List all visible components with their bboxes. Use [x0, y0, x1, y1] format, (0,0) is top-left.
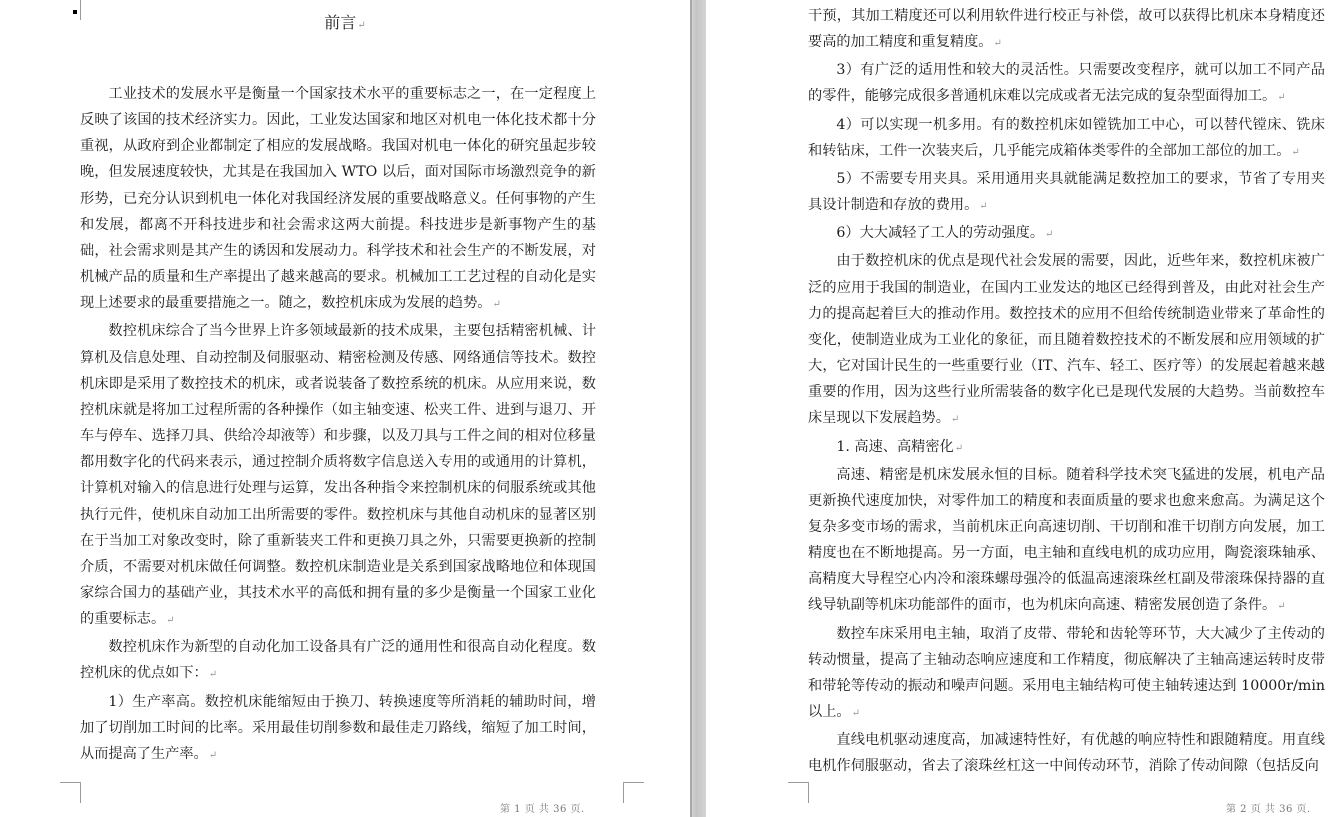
paragraph: 数控机床作为新型的自动化加工设备具有广泛的通用性和很高自动化程度。数控机床的优点如下：↵: [80, 639, 596, 682]
paragraph: 直线电机驱动速度高，加减速特性好，有优越的响应特性和跟随精度。用直线电机作伺服驱动，省去了滚珠丝杠这一中间传动环节，消除了传动间隙（包括反向: [808, 732, 1325, 775]
paragraph: 数控车床采用电主轴，取消了皮带、带轮和齿轮等环节，大大减少了主传动的转动惯量，提高了主轴动态响应速度和工作精度，彻底解决了主轴高速运转时皮带和带轮等传动的振动和噪声问题。采用电主轴结构可使主轴转速达到 10000r/min 以上。↵: [808, 625, 1325, 721]
paragraph: 5）不需要专用夹具。采用通用夹具就能满足数控加工的要求，节省了专用夹具设计制造和存放的费用。↵: [808, 170, 1325, 214]
paragraph: 数控机床综合了当今世界上许多领域最新的技术成果，主要包括精密机械、计算机及信息处理、自动控制及伺服驱动、精密检测及传感、网络通信等技术。数控机床即是采用了数控技术的机床，或者说装备了数控系统的机床。从应用来说，数控机床就是将加工过程所需的各种操作（如主轴变速、松夹工件、进到与退刀、开车与停车、选择刀具、供给冷却液等）和步骤，以及刀具与工件之间的相对位移量都用数字化的代码来表示，通过控制介质将数字信息送入专用的或通用的计算机，计算机对输入的信息进行处理与运算，发出各种指令来控制机床的伺服系统或其他执行元件，使机床自动加工出所需要的零件。数控机床与其他自动机床的显著区别在于当加工对象改变时，除了重新装夹工件和更换刀具之外，只需要更换新的控制介质，不需要对机床做任何调整。数控机床制造业是关系到国家战略地位和体现国家综合国力的基础产业，其技术水平的高低和拥有量的多少是衡量一个国家工业化的重要标志。↵: [80, 323, 596, 628]
section-heading: 1. 高速、高精密化↵: [836, 438, 964, 455]
crop-mark-bottom-left: [788, 782, 809, 803]
paragraph: 3）有广泛的适用性和较大的灵活性。只需要改变程序，就可以加工不同产品的零件，能够完成很多普通机床难以完成或者无法完成的复杂型面得加工。↵: [808, 62, 1325, 105]
page-footer: 第 1 页 共 36 页.: [500, 804, 585, 815]
paragraph: 6）大大减轻了工人的劳动强度。↵: [836, 225, 1054, 242]
page-gutter-edge: [690, 0, 692, 817]
document-page-2: [706, 0, 1338, 817]
crop-mark-bottom-left: [60, 782, 81, 803]
paragraph: 高速、精密是机床发展永恒的目标。随着科学技术突飞猛进的发展，机电产品更新换代速度加快，对零件加工的精度和表面质量的要求也愈来愈高。为满足这个复杂多变市场的需求，当前机床正向高速切削、干切削和准干切削方向发展，加工精度也在不断地提高。另一方面，电主轴和直线电机的成功应用，陶瓷滚珠轴承、高精度大导程空心内冷和滚珠螺母强冷的低温高速滚珠丝杠副及带滚珠保持器的直线导轨副等机床功能部件的面市，也为机床向高速、精密发展创造了条件。↵: [808, 466, 1325, 614]
page-2-body[interactable]: [808, 3, 1325, 780]
page-footer: 第 2 页 共 36 页.: [1226, 804, 1311, 815]
paragraph: 4）可以实现一机多用。有的数控机床如镗铣加工中心，可以替代镗床、铣床和转钻床，工件一次装夹后，几乎能完成箱体类零件的全部加工部位的加工。↵: [808, 116, 1325, 159]
paragraph: 工业技术的发展水平是衡量一个国家技术水平的重要标志之一，在一定程度上反映了该国的技术经济实力。因此，工业发达国家和地区对机电一体化技术都十分重视，从政府到企业都制定了相应的发展战略。我国对机电一体化的研究虽起步较晚，但发展速度较快，尤其是在我国加入 WTO 以后，面对国际市场激烈竞争的新形势，已充分认识到机电一体化对我国经济发展的重要战略意义。任何事物的产生和发展，都离不开科技进步和社会需求这两大前提。科技进步是新事物产生的基础，社会需求则是其产生的诱因和发展动力。科学技术和社会生产的不断发展，对机械产品的质量和生产率提出了越来越高的要求。机械加工工艺过程的自动化是实现上述要求的最重要措施之一。随之，数控机床成为发展的趋势。↵: [80, 86, 596, 312]
paragraph: 干预，其加工精度还可以利用软件进行校正与补偿，故可以获得比机床本身精度还要高的加工精度和重复精度。↵: [808, 8, 1325, 51]
paragraph: 1）生产率高。数控机床能缩短由于换刀、转换速度等所消耗的辅助时间，增加了切削加工时间的比率。采用最佳切削参数和最佳走刀路线，缩短了加工时间，从而提高了生产率。↵: [80, 693, 596, 762]
paragraph: 由于数控机床的优点是现代社会发展的需要，因此，近些年来，数控机床被广泛的应用于我国的制造业，在国内工业发达的地区已经得到普及，由此对社会生产力的提高起着巨大的推动作用。数控技术的应用不但给传统制造业带来了革命性的变化，使制造业成为工业化的象征，而且随着数控技术的不断发展和应用领域的扩大，它对国计民生的一些重要行业（IT、汽车、轻工、医疗等）的发展起着越来越重要的作用，因为这些行业所需装备的数字化已是现代发展的大趋势。当前数控车床呈现以下发展趋势。↵: [808, 253, 1325, 427]
page-1-body[interactable]: [80, 81, 596, 769]
crop-mark-bottom-right: [623, 782, 644, 803]
page-gutter: [690, 0, 706, 817]
page-title: 前言↵: [324, 13, 366, 32]
